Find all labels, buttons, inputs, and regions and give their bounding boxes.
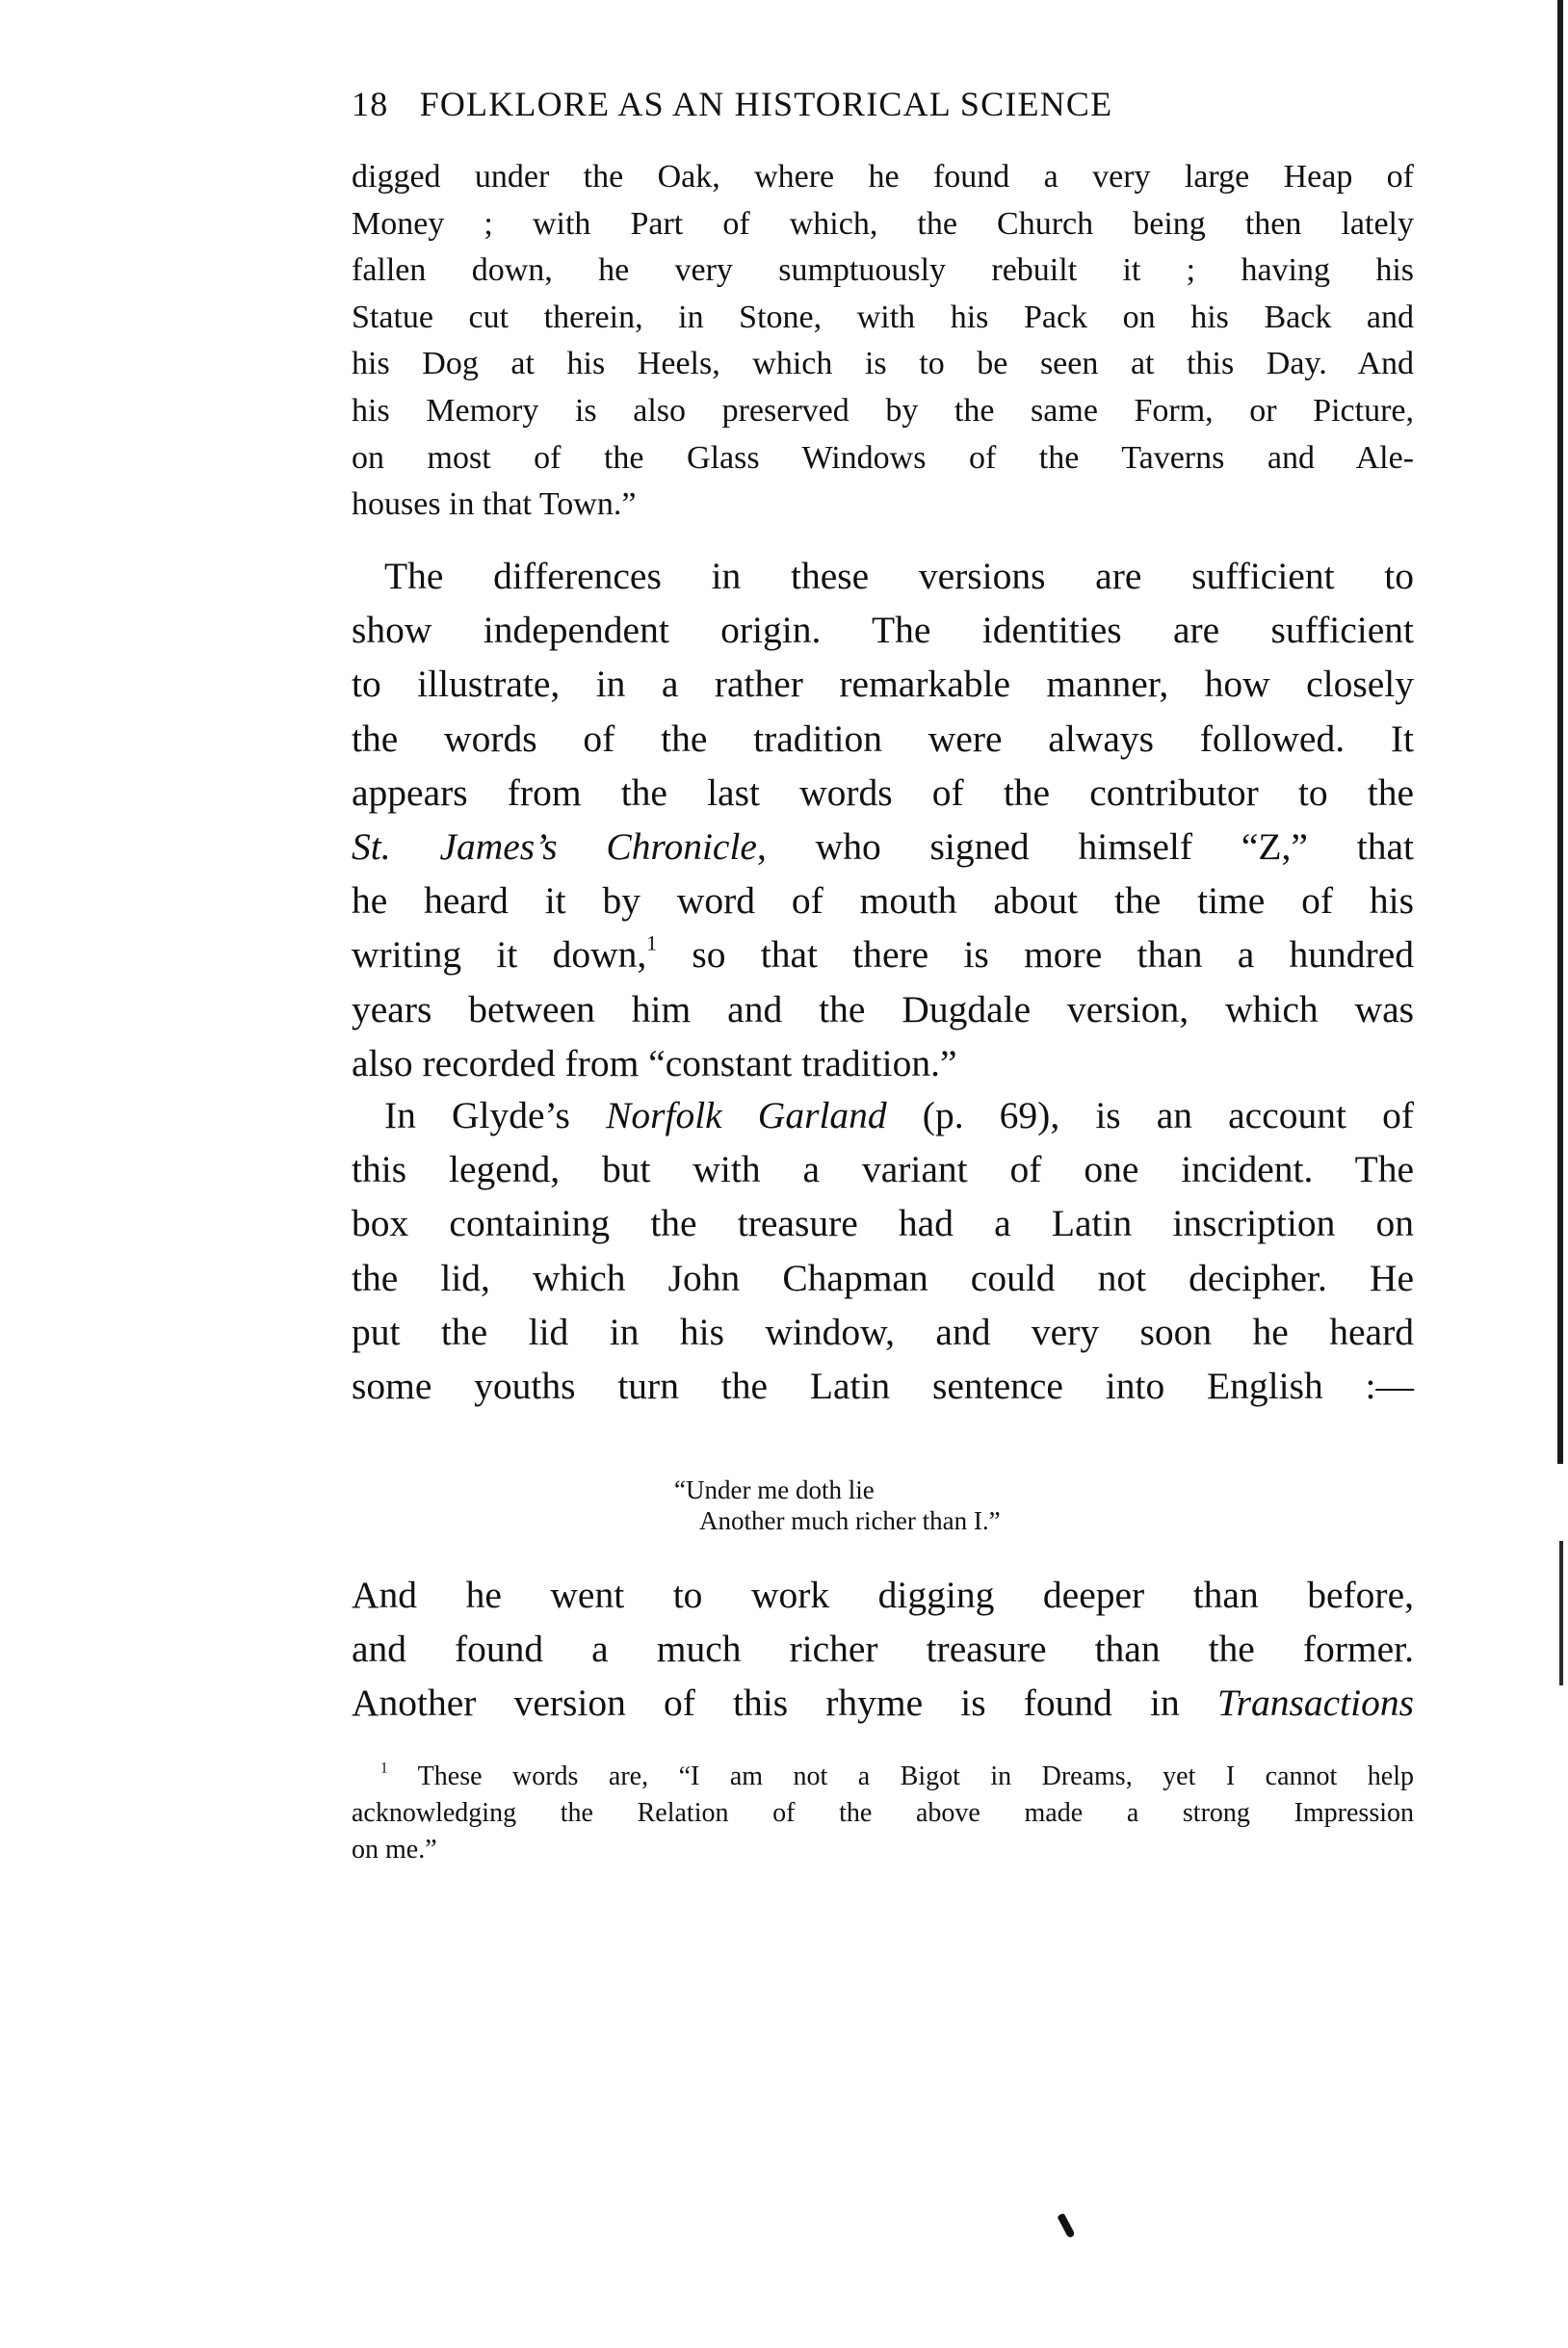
rhyme-verse	[674, 1474, 1001, 1536]
text-line: the words of the tradition were always followed. It	[352, 717, 1414, 760]
text-line: houses in that Town.”	[352, 486, 637, 523]
footnote-reference[interactable]: 1	[646, 932, 658, 956]
text-line: his Dog at his Heels, which is to be seen at this Day. And	[352, 346, 1414, 382]
text-line: Statue cut therein, in Stone, with his Pack on his Back and	[352, 299, 1414, 335]
text-line: fallen down, he very sumptuously rebuilt it ; having his	[352, 252, 1414, 289]
text-line: years between him and the Dugdale version, which was	[352, 987, 1414, 1031]
text-line: and found a much richer treasure than the former.	[352, 1628, 1414, 1671]
text-line: this legend, but with a variant of one incident. The	[352, 1148, 1414, 1191]
page-edge-rule	[1557, 0, 1563, 1464]
text-line: St. James’s Chronicle, who signed himself “Z,” that	[352, 825, 1414, 869]
italic-title: St. James’s Chronicle	[352, 825, 757, 869]
verse-line: “Under me doth lie	[674, 1475, 875, 1504]
text-line: And he went to work digging deeper than before,	[352, 1574, 1414, 1616]
footnote-line: acknowledging the Relation of the above made a strong Impression	[352, 1798, 1414, 1828]
text-line: Another version of this rhyme is found in Transactions	[352, 1682, 1414, 1725]
text-line: some youths turn the Latin sentence into English :—	[352, 1365, 1414, 1408]
footnote	[352, 1759, 1414, 1868]
footnote-marker: 1	[380, 1760, 388, 1777]
paragraph-after-rhyme	[352, 1568, 1414, 1731]
text-line: to illustrate, in a rather remarkable manner, how closely	[352, 663, 1414, 706]
text-line: put the lid in his window, and very soon he heard	[352, 1310, 1414, 1353]
text-line: box containing the treasure had a Latin inscription on	[352, 1202, 1414, 1245]
text-line: also recorded from “constant tradition.”	[352, 1041, 957, 1084]
page-number: 18	[352, 85, 389, 123]
verse-line: Another much richer than I.”	[699, 1506, 1001, 1535]
page-edge-rule-lower	[1559, 1541, 1563, 1685]
footnote-line: on me.”	[352, 1835, 437, 1865]
text-line: writing it down,$^1$ so that there is more than a hundred	[352, 932, 1414, 977]
footnote-line: $^1$ These words are, “I am not a Bigot in Dreams, yet I cannot help	[380, 1760, 1414, 1791]
text-line: his Memory is also preserved by the same Form, or Picture,	[352, 392, 1414, 429]
text-line: on most of the Glass Windows of the Taverns and Ale-	[352, 439, 1414, 476]
running-header	[352, 83, 1416, 125]
ink-smudge	[1057, 2213, 1075, 2239]
paragraph-differences	[352, 549, 1414, 1090]
text-line: Money ; with Part of which, the Church being then lately	[352, 205, 1414, 242]
text-line: show independent origin. The identities are sufficient	[352, 609, 1414, 652]
running-title: FOLKLORE AS AN HISTORICAL SCIENCE	[419, 85, 1113, 123]
paragraph-glyde	[352, 1088, 1414, 1413]
italic-title: Norfolk Garland	[606, 1094, 887, 1136]
italic-title: Transactions	[1216, 1682, 1414, 1725]
quoted-passage-continuation	[352, 154, 1414, 529]
text-line: The differences in these versions are sufficient to	[384, 555, 1414, 597]
text-line: digged under the Oak, where he found a very large Heap of	[352, 159, 1414, 195]
text-line: the lid, which John Chapman could not decipher. He	[352, 1256, 1414, 1299]
text-line: appears from the last words of the contributor to the	[352, 770, 1414, 814]
text-line: he heard it by word of mouth about the time of his	[352, 879, 1414, 923]
text-line: In Glyde’s Norfolk Garland (p. 69), is an account of	[384, 1094, 1414, 1136]
